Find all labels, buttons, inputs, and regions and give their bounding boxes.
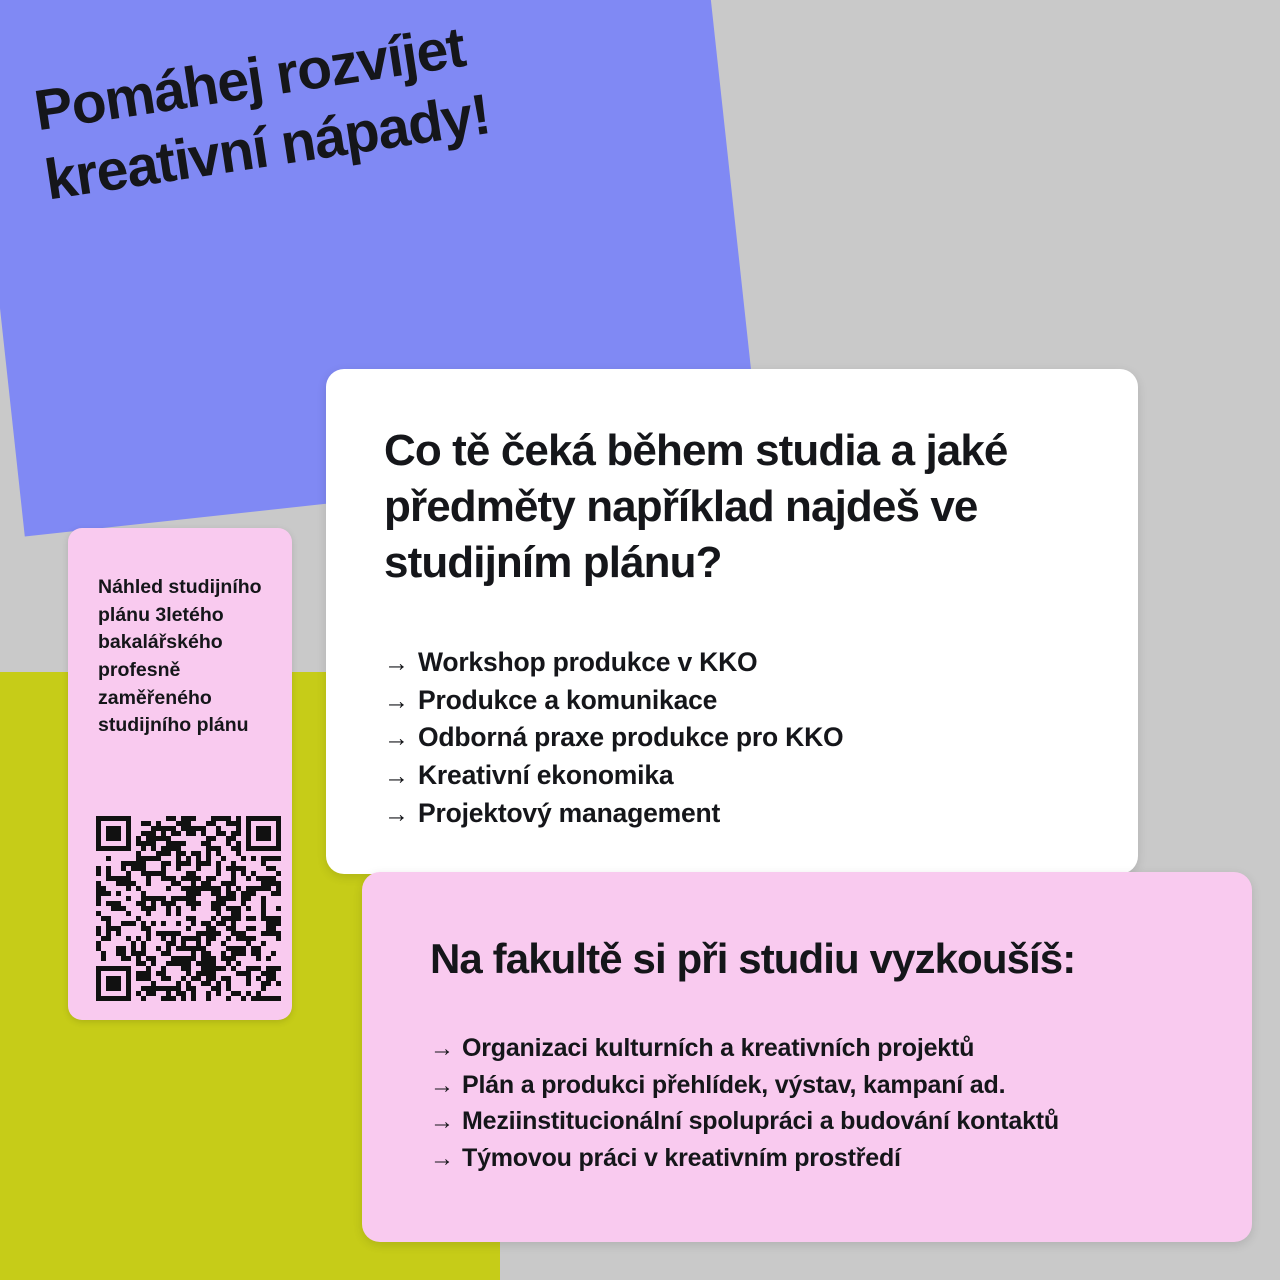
list-item-label: Workshop produkce v KKO: [418, 647, 758, 677]
arrow-right-icon: →: [430, 1108, 454, 1135]
list-item-label: Odborná praxe produkce pro KKO: [418, 722, 844, 753]
list-item: [430, 1103, 1230, 1140]
skills-title: Na fakultě si při studiu vyzkoušíš:: [430, 935, 1076, 982]
poster-headline: Pomáhej rozvíjet kreativní nápady!: [30, 15, 494, 213]
arrow-right-icon: →: [384, 724, 409, 753]
list-item: [430, 1140, 1230, 1177]
list-item-label: Kreativní ekonomika: [418, 759, 674, 790]
arrow-right-icon: →: [384, 761, 409, 790]
list-item-label: Týmovou práci v kreativním prostředí: [462, 1143, 901, 1172]
study-plan-title: Co tě čeká během studia a jaké předměty například najdeš ve studijním plánu?: [384, 426, 1008, 587]
study-plan-list: [384, 644, 1104, 832]
arrow-right-icon: →: [430, 1071, 454, 1099]
arrow-right-icon: →: [384, 686, 409, 715]
list-item-label: Produkce a komunikace: [418, 684, 718, 715]
list-item-label: Projektový management: [418, 797, 721, 828]
qr-card-caption: Náhled studijního plánu 3letého bakalářského profesně zaměřeného studijního plánu: [98, 576, 262, 737]
study-plan-card: [326, 369, 1138, 874]
list-item: [430, 1030, 1230, 1067]
list-item-label: Plán a produkci přehlídek, výstav, kampaní ad.: [462, 1070, 1006, 1099]
list-item: [384, 757, 1104, 795]
skills-card: [362, 872, 1252, 1242]
arrow-right-icon: →: [384, 799, 409, 828]
qr-card: [68, 528, 292, 1020]
list-item: [430, 1067, 1230, 1104]
qr-code-icon[interactable]: [96, 816, 281, 1001]
list-item-label: Meziinstitucionální spolupráci a budování kontaktů: [462, 1107, 1060, 1135]
skills-list: [430, 1030, 1230, 1176]
list-item: [384, 795, 1104, 833]
arrow-right-icon: →: [430, 1035, 454, 1062]
list-item-label: Organizaci kulturních a kreativních projektů: [462, 1034, 975, 1062]
arrow-right-icon: →: [430, 1144, 454, 1172]
arrow-right-icon: →: [384, 649, 409, 677]
list-item: [384, 719, 1104, 757]
list-item: [384, 682, 1104, 720]
list-item: [384, 644, 1104, 682]
